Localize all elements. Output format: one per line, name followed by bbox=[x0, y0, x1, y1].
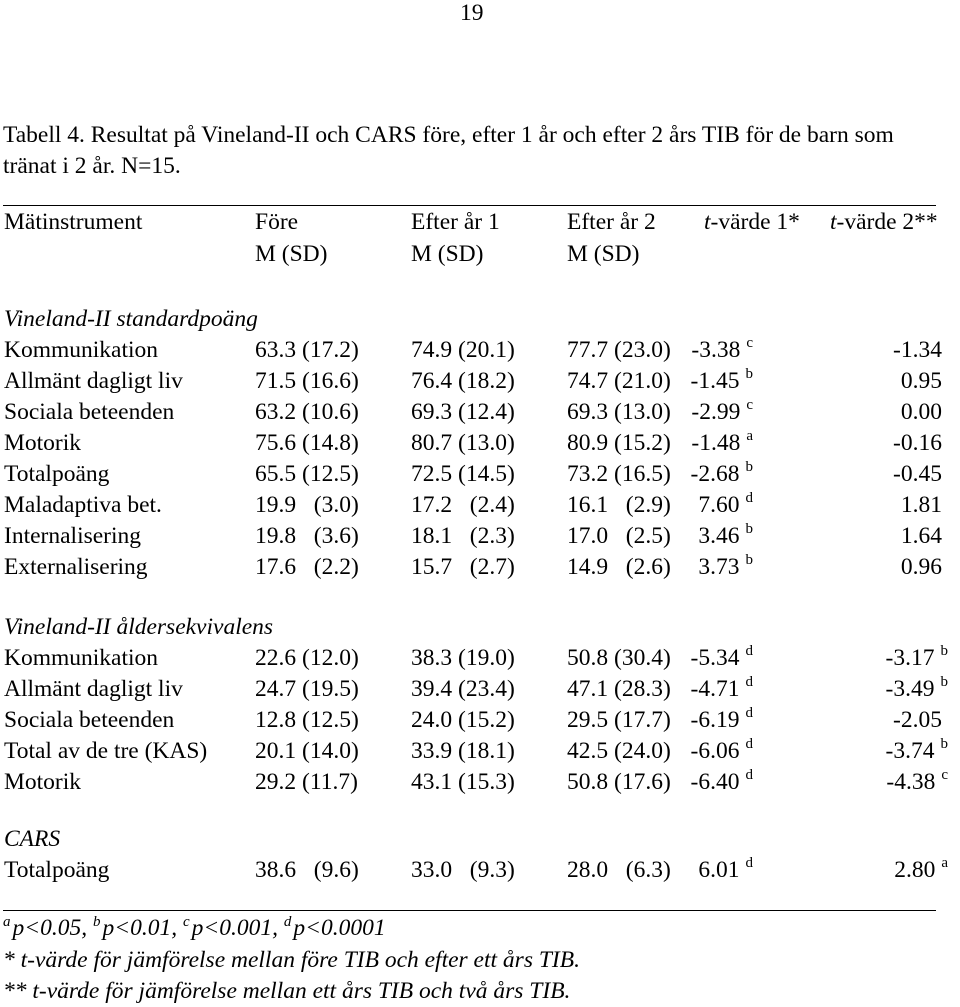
row-t1-value: 3.73 bbox=[698, 554, 740, 580]
row-fore: 65.5 (12.5) bbox=[255, 461, 359, 487]
row-t1-significance: b bbox=[745, 552, 753, 568]
row-t2 bbox=[886, 767, 948, 795]
row-t1-value: -6.06 bbox=[690, 738, 740, 764]
table-row bbox=[0, 428, 960, 459]
significance-letter: a bbox=[3, 914, 11, 930]
row-efter2: 73.2 (16.5) bbox=[567, 461, 671, 487]
row-efter1: 33.9 (18.1) bbox=[411, 738, 515, 764]
row-t2-value: 1.64 bbox=[900, 523, 942, 549]
table-row bbox=[0, 490, 960, 521]
row-efter2: 17.0 (2.5) bbox=[567, 523, 671, 549]
header-efter1: Efter år 1 bbox=[411, 209, 500, 235]
row-t1-significance: d bbox=[745, 490, 753, 506]
table-caption: Tabell 4. Resultat på Vineland-II och CARS före, efter 1 år och efter 2 års TIB för de barn som tränat i 2 år. N=15. bbox=[3, 122, 894, 179]
row-fore: 19.9 (3.0) bbox=[255, 492, 359, 518]
row-t2-significance: b bbox=[940, 674, 948, 690]
row-t1-value: 6.01 bbox=[698, 857, 740, 883]
row-efter1: 24.0 (15.2) bbox=[411, 707, 515, 733]
row-fore: 17.6 (2.2) bbox=[255, 554, 359, 580]
row-t1 bbox=[698, 490, 753, 518]
row-efter1: 43.1 (15.3) bbox=[411, 769, 515, 795]
row-t1-value: 3.46 bbox=[698, 523, 740, 549]
row-name: Totalpoäng bbox=[4, 857, 110, 883]
row-t2 bbox=[901, 370, 948, 394]
row-efter1: 72.5 (14.5) bbox=[411, 461, 515, 487]
row-name: Kommunikation bbox=[4, 337, 159, 363]
row-t1-significance: d bbox=[745, 643, 753, 659]
table-row bbox=[0, 767, 960, 798]
row-fore: 20.1 (14.0) bbox=[255, 738, 359, 764]
row-efter2: 47.1 (28.3) bbox=[567, 676, 671, 702]
row-t1-value: 7.60 bbox=[698, 492, 740, 518]
header-efter1-msd: M (SD) bbox=[411, 241, 484, 267]
row-efter2: 29.5 (17.7) bbox=[567, 707, 671, 733]
table-row bbox=[0, 855, 960, 886]
row-efter2: 80.9 (15.2) bbox=[567, 430, 671, 456]
significance-letter: c bbox=[182, 914, 190, 930]
table-row bbox=[0, 366, 960, 397]
row-t1 bbox=[690, 643, 753, 671]
row-t2 bbox=[901, 401, 948, 425]
footnote-t2: ** t-värde för jämförelse mellan ett års TIB och två års TIB. bbox=[3, 978, 571, 1004]
table-row bbox=[0, 335, 960, 366]
significance-threshold: p<0.01, bbox=[102, 915, 183, 941]
significance-threshold: p<0.001, bbox=[191, 915, 284, 941]
row-t1 bbox=[690, 366, 753, 394]
row-fore: 24.7 (19.5) bbox=[255, 676, 359, 702]
header-fore-msd: M (SD) bbox=[255, 241, 328, 267]
significance-letter: d bbox=[283, 914, 292, 930]
header-efter2: Efter år 2 bbox=[567, 209, 656, 235]
row-efter2: 42.5 (24.0) bbox=[567, 738, 671, 764]
row-t1-significance: d bbox=[745, 705, 753, 721]
table-row bbox=[0, 459, 960, 490]
row-fore: 75.6 (14.8) bbox=[255, 430, 359, 456]
row-t1-significance: d bbox=[745, 855, 753, 871]
header-t1-t: t bbox=[704, 209, 711, 235]
header-efter2-msd: M (SD) bbox=[567, 241, 640, 267]
row-t1 bbox=[698, 521, 753, 549]
row-t1-value: -1.45 bbox=[690, 368, 740, 394]
row-t1-significance: d bbox=[745, 767, 753, 783]
row-efter1: 69.3 (12.4) bbox=[411, 399, 515, 425]
row-t2 bbox=[894, 855, 948, 883]
footnote-t1: * t-värde för jämförelse mellan före TIB och efter ett års TIB. bbox=[3, 947, 580, 973]
table-row bbox=[0, 397, 960, 428]
row-name: Allmänt dagligt liv bbox=[4, 368, 183, 394]
row-efter1: 38.3 (19.0) bbox=[411, 645, 515, 671]
row-efter2: 14.9 (2.6) bbox=[567, 554, 671, 580]
row-t2 bbox=[885, 736, 948, 764]
header-t1-rest: -värde 1* bbox=[710, 209, 800, 235]
row-efter1: 80.7 (13.0) bbox=[411, 430, 515, 456]
header-fore: Före bbox=[255, 209, 299, 235]
row-t1-value: -3.38 bbox=[691, 337, 741, 363]
row-efter2: 16.1 (2.9) bbox=[567, 492, 671, 518]
row-fore: 29.2 (11.7) bbox=[255, 769, 358, 795]
table-row bbox=[0, 521, 960, 552]
table-row bbox=[0, 705, 960, 736]
row-t1-significance: c bbox=[746, 397, 753, 413]
row-t2-value: -1.34 bbox=[893, 337, 942, 363]
row-efter1: 18.1 (2.3) bbox=[411, 523, 515, 549]
row-efter1: 15.7 (2.7) bbox=[411, 554, 515, 580]
row-name: Motorik bbox=[4, 430, 82, 456]
row-name: Total av de tre (KAS) bbox=[4, 738, 208, 764]
row-t1-value: -4.71 bbox=[690, 676, 740, 702]
row-name: Externalisering bbox=[4, 554, 148, 580]
row-fore: 19.8 (3.6) bbox=[255, 523, 359, 549]
row-efter2: 69.3 (13.0) bbox=[567, 399, 671, 425]
row-t2-value: 0.95 bbox=[900, 368, 942, 394]
row-efter1: 76.4 (18.2) bbox=[411, 368, 515, 394]
row-t1 bbox=[691, 428, 753, 456]
row-t1-significance: c bbox=[746, 335, 753, 351]
row-fore: 22.6 (12.0) bbox=[255, 645, 359, 671]
row-t2-value: 2.80 bbox=[894, 857, 936, 883]
row-t2-value: -3.74 bbox=[885, 738, 935, 764]
significance-threshold: p<0.0001 bbox=[293, 915, 386, 941]
row-t1 bbox=[690, 674, 753, 702]
table-bottom-rule bbox=[3, 910, 936, 911]
row-fore: 12.8 (12.5) bbox=[255, 707, 359, 733]
row-t1-significance: b bbox=[745, 366, 753, 382]
row-t1-significance: d bbox=[745, 736, 753, 752]
row-efter2: 77.7 (23.0) bbox=[567, 337, 671, 363]
page-number: 19 bbox=[460, 0, 484, 26]
row-name: Allmänt dagligt liv bbox=[4, 676, 183, 702]
table-row bbox=[0, 552, 960, 583]
row-t2-value: 0.96 bbox=[900, 554, 942, 580]
row-t1 bbox=[690, 767, 753, 795]
section-title: Vineland-II åldersekvivalens bbox=[4, 614, 274, 640]
row-name: Totalpoäng bbox=[4, 461, 110, 487]
row-t1 bbox=[691, 335, 753, 363]
row-t2-significance: a bbox=[941, 855, 948, 871]
row-efter2: 74.7 (21.0) bbox=[567, 368, 671, 394]
row-t2-value: -3.49 bbox=[885, 676, 935, 702]
row-t2 bbox=[893, 339, 948, 363]
row-t1-value: -5.34 bbox=[690, 645, 740, 671]
row-t1 bbox=[698, 855, 753, 883]
row-t2-value: -0.16 bbox=[893, 430, 942, 456]
table-top-rule bbox=[3, 205, 936, 206]
row-fore: 71.5 (16.6) bbox=[255, 368, 359, 394]
row-t2 bbox=[901, 556, 948, 580]
row-t2 bbox=[893, 463, 948, 487]
row-t2 bbox=[893, 432, 948, 456]
row-t1 bbox=[690, 705, 753, 733]
section-title: Vineland-II standardpoäng bbox=[4, 306, 258, 332]
row-t2 bbox=[893, 709, 948, 733]
significance-note bbox=[3, 914, 386, 941]
row-t1-value: -6.19 bbox=[690, 707, 740, 733]
row-t1-value: -2.68 bbox=[690, 461, 740, 487]
row-name: Internalisering bbox=[4, 523, 142, 549]
row-t1 bbox=[698, 552, 753, 580]
row-t2-value: -4.38 bbox=[886, 769, 936, 795]
row-t2-significance: b bbox=[940, 643, 948, 659]
section-title: CARS bbox=[4, 826, 61, 852]
row-t2-value: 0.00 bbox=[900, 399, 942, 425]
row-t2-value: -0.45 bbox=[893, 461, 942, 487]
row-t2-significance: c bbox=[941, 767, 948, 783]
header-t1 bbox=[704, 211, 800, 235]
header-t2 bbox=[830, 211, 938, 235]
row-efter2: 50.8 (30.4) bbox=[567, 645, 671, 671]
row-name: Motorik bbox=[4, 769, 82, 795]
header-t2-t: t bbox=[830, 209, 837, 235]
row-name: Sociala beteenden bbox=[4, 707, 175, 733]
row-t1-significance: b bbox=[745, 521, 753, 537]
row-t2 bbox=[885, 674, 948, 702]
row-t1-value: -1.48 bbox=[691, 430, 741, 456]
row-name: Maladaptiva bet. bbox=[4, 492, 162, 518]
row-t1 bbox=[690, 736, 753, 764]
row-t2-value: -2.05 bbox=[893, 707, 942, 733]
row-name: Sociala beteenden bbox=[4, 399, 175, 425]
row-efter2: 50.8 (17.6) bbox=[567, 769, 671, 795]
significance-threshold: p<0.05, bbox=[12, 915, 93, 941]
row-efter1: 17.2 (2.4) bbox=[411, 492, 515, 518]
table-row bbox=[0, 674, 960, 705]
row-t2 bbox=[901, 494, 948, 518]
row-fore: 63.2 (10.6) bbox=[255, 399, 359, 425]
row-efter1: 39.4 (23.4) bbox=[411, 676, 515, 702]
row-t2-value: -3.17 bbox=[885, 645, 935, 671]
row-t1-significance: a bbox=[746, 428, 753, 444]
significance-letter: b bbox=[92, 914, 101, 930]
row-efter2: 28.0 (6.3) bbox=[567, 857, 671, 883]
row-name: Kommunikation bbox=[4, 645, 159, 671]
header-instrument: Mätinstrument bbox=[4, 209, 143, 235]
row-t1-value: -2.99 bbox=[691, 399, 741, 425]
row-t1-significance: d bbox=[745, 674, 753, 690]
row-t1-significance: b bbox=[745, 459, 753, 475]
row-t2-significance: b bbox=[940, 736, 948, 752]
row-t1 bbox=[691, 397, 753, 425]
row-fore: 63.3 (17.2) bbox=[255, 337, 359, 363]
table-row bbox=[0, 643, 960, 674]
row-fore: 38.6 (9.6) bbox=[255, 857, 359, 883]
header-t2-rest: -värde 2** bbox=[836, 209, 938, 235]
table-row bbox=[0, 736, 960, 767]
row-t2 bbox=[885, 643, 948, 671]
row-t1 bbox=[690, 459, 753, 487]
row-t1-value: -6.40 bbox=[690, 769, 740, 795]
row-efter1: 74.9 (20.1) bbox=[411, 337, 515, 363]
row-t2-value: 1.81 bbox=[900, 492, 942, 518]
row-t2 bbox=[901, 525, 948, 549]
row-efter1: 33.0 (9.3) bbox=[411, 857, 515, 883]
